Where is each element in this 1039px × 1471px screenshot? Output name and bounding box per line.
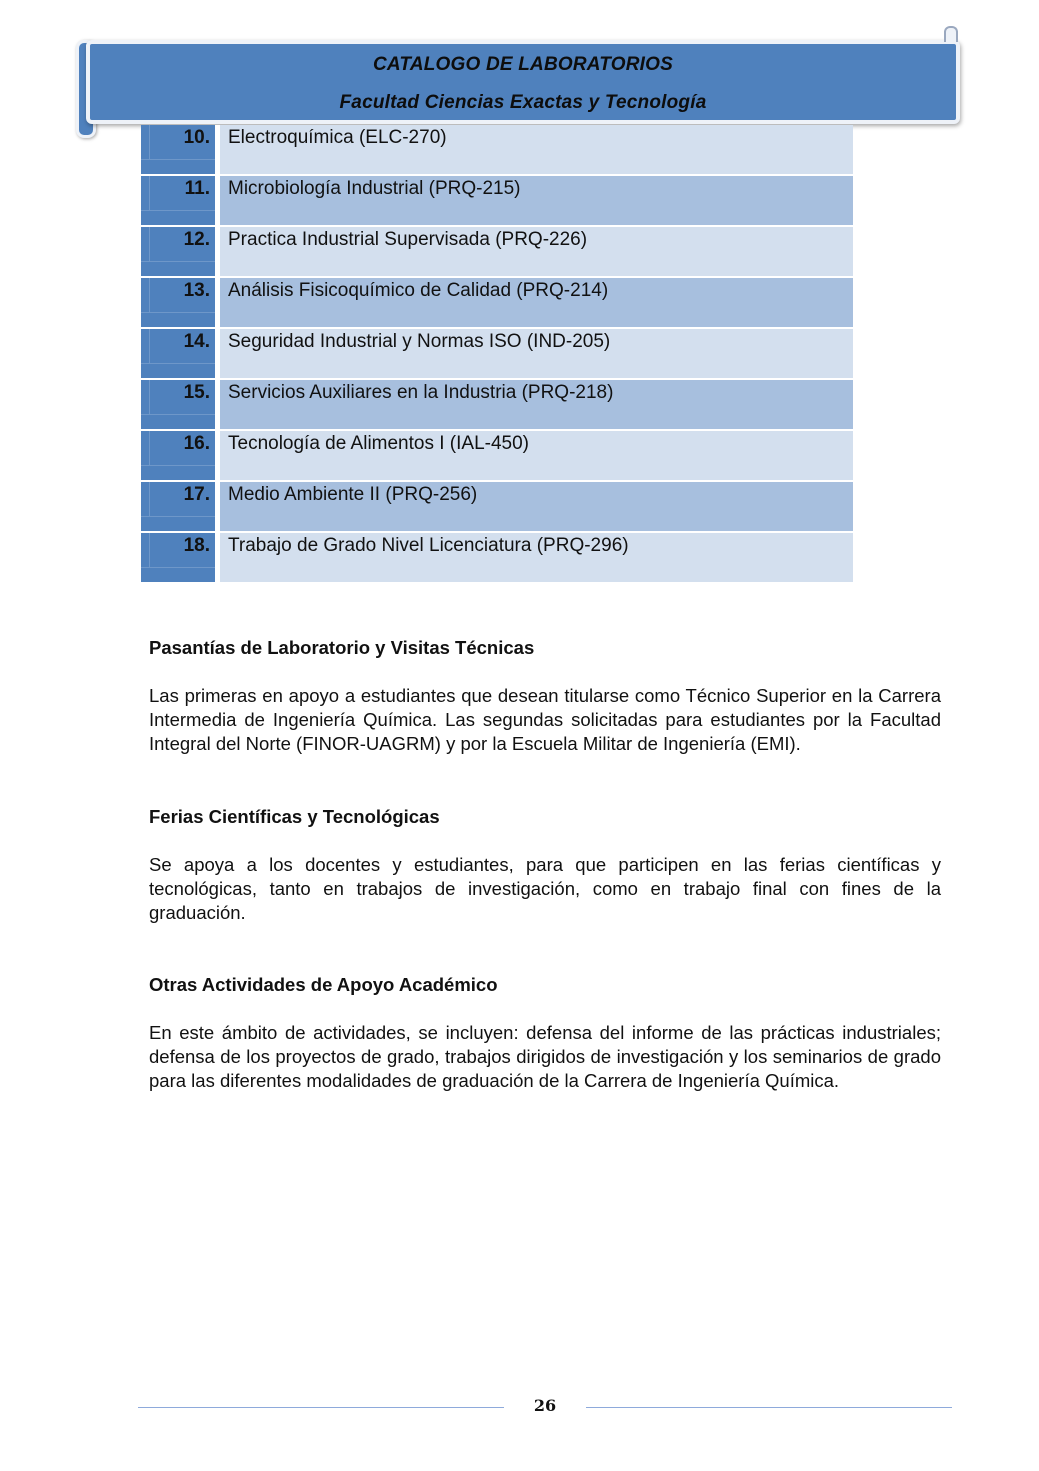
row-number-cell xyxy=(141,176,220,225)
section-body: En este ámbito de actividades, se incluyen: defensa del informe de las prácticas industriales; defensa de los proyectos de grado, trabajos dirigidos de investigación y los seminarios de grado para las diferentes modalidades de graduación de la Carrera de Ingeniería Química. xyxy=(149,1022,941,1091)
section-otras-actividades xyxy=(149,973,941,1093)
table-row xyxy=(141,531,853,582)
row-name-cell xyxy=(220,329,853,378)
table-row xyxy=(141,327,853,378)
laboratory-name: Medio Ambiente II (PRQ-256) xyxy=(228,484,478,505)
row-number-cell xyxy=(141,431,220,480)
row-number-cell xyxy=(141,278,220,327)
header-banner xyxy=(76,30,962,130)
row-name-cell xyxy=(220,533,853,582)
row-name-cell xyxy=(220,176,853,225)
row-name-cell xyxy=(220,482,853,531)
row-name-cell xyxy=(220,380,853,429)
row-number: 18. xyxy=(183,535,210,556)
row-number: 15. xyxy=(183,382,210,403)
laboratory-name: Análisis Fisicoquímico de Calidad (PRQ-214) xyxy=(228,280,609,301)
row-number: 11. xyxy=(184,178,210,199)
table-row xyxy=(141,225,853,276)
document-subtitle: Facultad Ciencias Exactas y Tecnología xyxy=(339,92,707,113)
laboratory-name: Electroquímica (ELC-270) xyxy=(228,127,447,148)
laboratory-name: Seguridad Industrial y Normas ISO (IND-205) xyxy=(228,331,611,352)
section-body: Las primeras en apoyo a estudiantes que desean titularse como Técnico Superior en la Carrera Intermedia de Ingeniería Química. Las segundas solicitadas para estudiantes por la Facultad Integral del Norte (FINOR-UAGRM) y por la Escuela Militar de Ingeniería (EMI). xyxy=(149,685,941,754)
section-pasantias xyxy=(149,636,941,756)
banner-panel xyxy=(86,40,960,124)
laboratory-name: Microbiología Industrial (PRQ-215) xyxy=(228,178,521,199)
laboratory-table xyxy=(141,125,853,582)
footer-rule-left xyxy=(138,1407,504,1408)
section-heading: Otras Actividades de Apoyo Académico xyxy=(149,974,498,995)
page-number: 26 xyxy=(533,1396,557,1415)
scroll-curl-icon xyxy=(944,26,958,42)
row-number: 14. xyxy=(183,331,210,352)
row-number: 12. xyxy=(183,229,210,250)
table-row xyxy=(141,480,853,531)
section-heading: Ferias Científicas y Tecnológicas xyxy=(149,806,440,827)
row-name-cell xyxy=(220,125,853,174)
table-row xyxy=(141,174,853,225)
row-number-cell xyxy=(141,380,220,429)
row-number-cell xyxy=(141,482,220,531)
row-number-cell xyxy=(141,125,220,174)
table-row xyxy=(141,125,853,174)
row-number-cell xyxy=(141,329,220,378)
laboratory-name: Practica Industrial Supervisada (PRQ-226) xyxy=(228,229,588,250)
table-row xyxy=(141,276,853,327)
row-number-cell xyxy=(141,227,220,276)
table-row xyxy=(141,429,853,480)
laboratory-name: Servicios Auxiliares en la Industria (PRQ-218) xyxy=(228,382,614,403)
row-number: 13. xyxy=(183,280,210,301)
page-footer xyxy=(138,1396,952,1420)
row-number: 16. xyxy=(183,433,210,454)
section-heading: Pasantías de Laboratorio y Visitas Técnicas xyxy=(149,637,535,658)
section-ferias xyxy=(149,805,941,925)
laboratory-name: Tecnología de Alimentos I (IAL-450) xyxy=(228,433,530,454)
row-number: 10. xyxy=(183,127,210,148)
footer-rule-right xyxy=(586,1407,952,1408)
row-number-cell xyxy=(141,533,220,582)
row-number: 17. xyxy=(183,484,210,505)
section-body: Se apoya a los docentes y estudiantes, para que participen en las ferias científicas y tecnológicas, tanto en trabajos de investigación, como en trabajo final con fines de la graduación. xyxy=(149,854,941,923)
row-name-cell xyxy=(220,431,853,480)
table-row xyxy=(141,378,853,429)
row-name-cell xyxy=(220,278,853,327)
laboratory-name: Trabajo de Grado Nivel Licenciatura (PRQ-296) xyxy=(228,535,629,556)
document-title: CATALOGO DE LABORATORIOS xyxy=(373,54,673,75)
row-name-cell xyxy=(220,227,853,276)
